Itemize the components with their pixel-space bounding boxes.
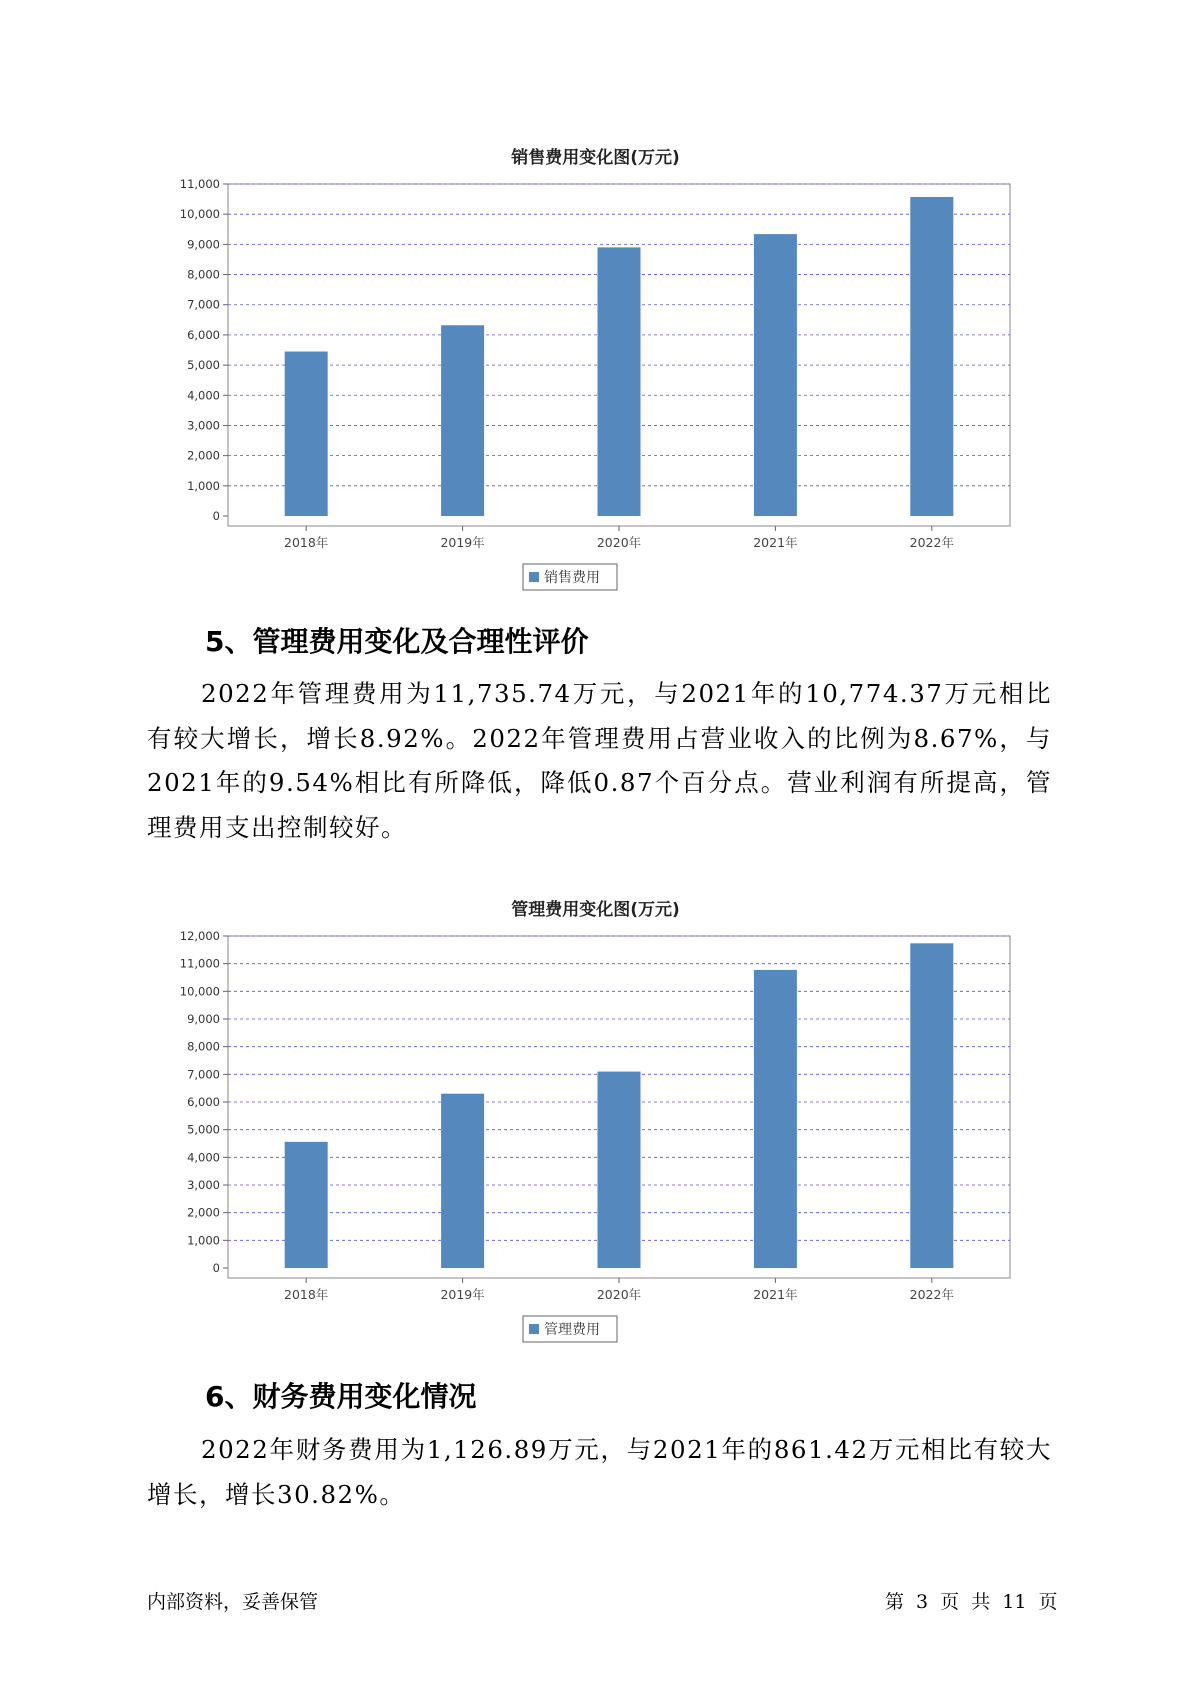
chart-title-sales: 销售费用变化图(万元) xyxy=(511,148,680,168)
y-tick-label: 9,000 xyxy=(187,237,220,252)
y-tick-label: 5,000 xyxy=(187,1122,220,1137)
bar xyxy=(910,943,953,1268)
x-tick-label: 2020年 xyxy=(596,1287,642,1302)
y-tick-label: 8,000 xyxy=(187,1039,220,1054)
section-paragraph-5: 2022年管理费用为11,735.74万元，与2021年的10,774.37万元相比有较大增长，增长8.92%。2022年管理费用占营业收入的比例为8.67%，与2021年的9.54%相比有所降低，降低0.87个百分点。营业利润有所提高，管理费用支出控制较好。 xyxy=(147,679,1052,842)
y-tick-label: 5,000 xyxy=(187,358,220,373)
bar xyxy=(754,970,797,1268)
bar xyxy=(754,234,797,516)
footer-page-number: 第 3 页 共 11 页 xyxy=(885,1591,1058,1613)
y-tick-label: 0 xyxy=(212,1261,220,1275)
y-tick-label: 3,000 xyxy=(187,1178,220,1192)
y-tick-label: 4,000 xyxy=(187,1150,220,1165)
legend-label: 管理费用 xyxy=(544,1322,600,1338)
y-tick-label: 10,000 xyxy=(179,207,220,222)
bar xyxy=(441,325,484,516)
legend-label: 销售费用 xyxy=(544,570,600,586)
bar xyxy=(441,1094,484,1268)
x-tick-label: 2018年 xyxy=(284,1287,329,1302)
bar xyxy=(598,1072,641,1268)
y-tick-label: 11,000 xyxy=(179,956,220,971)
bar xyxy=(598,247,641,516)
x-tick-label: 2018年 xyxy=(284,535,329,550)
x-tick-label: 2022年 xyxy=(909,535,954,550)
y-tick-label: 1,000 xyxy=(187,478,220,493)
bar xyxy=(285,352,328,516)
bar xyxy=(910,197,953,516)
y-tick-label: 2,000 xyxy=(187,448,220,463)
footer-confidential-note: 内部资料，妥善保管 xyxy=(147,1591,319,1613)
x-tick-label: 2019年 xyxy=(440,535,485,550)
section-heading-5: 5、管理费用变化及合理性评价 xyxy=(205,625,589,658)
bar xyxy=(285,1142,328,1268)
y-tick-label: 1,000 xyxy=(187,1233,220,1248)
admin-expense-chart xyxy=(0,922,1191,1362)
y-tick-label: 6,000 xyxy=(187,327,220,342)
y-tick-label: 6,000 xyxy=(187,1095,220,1109)
y-tick-label: 8,000 xyxy=(187,267,220,282)
y-tick-label: 3,000 xyxy=(187,418,220,433)
y-tick-label: 11,000 xyxy=(179,177,220,191)
y-tick-label: 7,000 xyxy=(187,1067,220,1082)
section-heading-6: 6、财务费用变化情况 xyxy=(205,1380,477,1413)
section-paragraph-6: 2022年财务费用为1,126.89万元，与2021年的861.42万元相比有较大增长，增长30.82%。 xyxy=(147,1435,1052,1509)
y-tick-label: 7,000 xyxy=(187,297,220,312)
x-tick-label: 2020年 xyxy=(596,535,642,550)
x-tick-label: 2021年 xyxy=(753,535,798,550)
legend-swatch xyxy=(529,572,539,582)
y-tick-label: 10,000 xyxy=(179,984,220,999)
x-tick-label: 2019年 xyxy=(440,1287,485,1302)
y-tick-label: 9,000 xyxy=(187,1012,220,1026)
y-tick-label: 4,000 xyxy=(187,388,220,403)
y-tick-label: 12,000 xyxy=(179,929,220,943)
legend-swatch xyxy=(529,1324,539,1334)
x-tick-label: 2021年 xyxy=(753,1287,798,1302)
x-tick-label: 2022年 xyxy=(909,1287,954,1302)
sales-expense-chart xyxy=(0,170,1191,610)
chart-title-admin: 管理费用变化图(万元) xyxy=(511,900,680,920)
y-tick-label: 2,000 xyxy=(187,1205,220,1220)
y-tick-label: 0 xyxy=(212,509,220,523)
